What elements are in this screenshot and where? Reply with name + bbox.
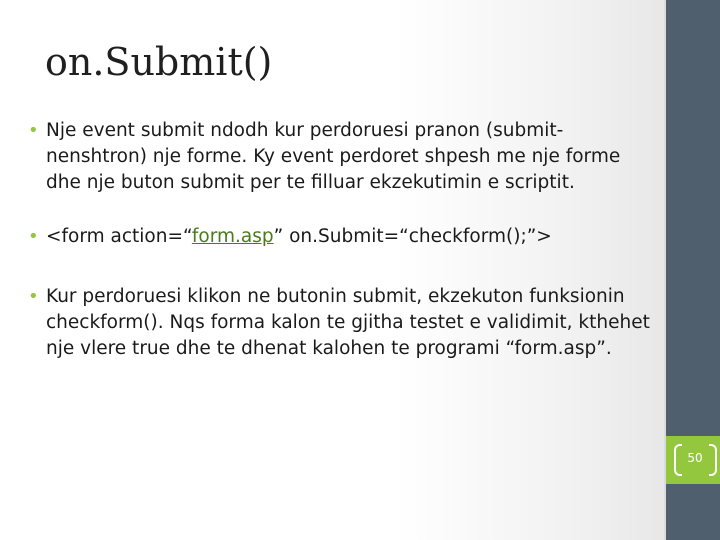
page-number: 50 [687,451,703,465]
bullet-item [28,284,658,362]
bullet-dot-icon: • [28,120,39,141]
right-bracket-icon [709,444,717,476]
code-prefix: <form action=“ [46,226,192,247]
slide-content [28,118,658,390]
bullet-text: Kur perdoruesi klikon ne butonin submit, ekzekuton funksionin checkform(). Nqs forma kalon te gjitha testet e validimit, kthehet nje vlere true dhe te dhenat kalohen te programi “form.asp”. [46,286,650,359]
bullet-dot-icon: • [28,226,39,247]
slide-title: on.Submit() [45,40,273,84]
code-suffix: ” on.Submit=“checkform();”> [273,226,552,247]
bullet-item [28,118,658,196]
page-number-badge [666,436,720,484]
bullet-text: Nje event submit ndodh kur perdoruesi pranon (submit-nenshtron) nje forme. Ky event perdoret shpesh me nje forme dhe nje buton submit per te filluar ekzekutimin e scriptit. [46,120,621,193]
bullet-item [28,224,658,250]
form-asp-link[interactable]: form.asp [191,226,274,247]
bullet-dot-icon: • [28,286,39,307]
